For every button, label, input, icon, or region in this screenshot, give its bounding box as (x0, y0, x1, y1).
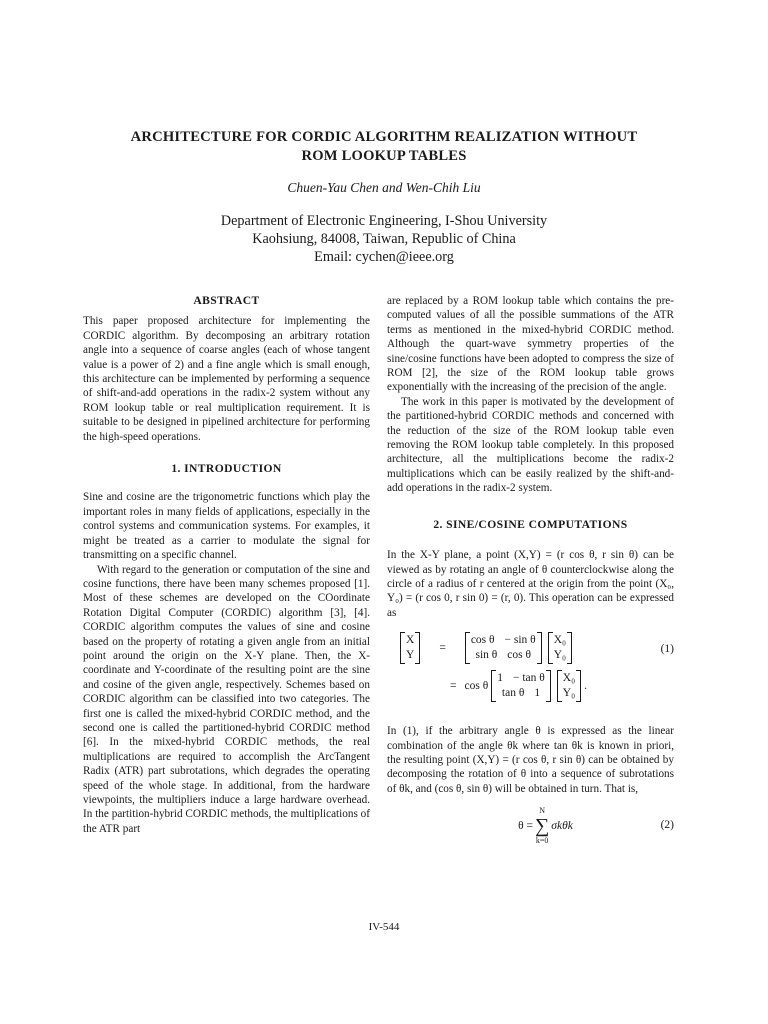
eq1-number: (1) (660, 643, 674, 656)
eq2-number: (2) (660, 819, 674, 832)
intro-paragraph-1: Sine and cosine are the trigonometric functions which play the important roles in many fields of applications, especially in the control systems and communication systems. For examples, it might be treated as a carrier to modulate the signal for transmitting on a specific channel. (83, 491, 370, 562)
intro-paragraph-2: With regard to the generation or computation of the sine and cosine functions, there have been many schemes proposed [1]. Most of these schemes are developed on the COordinate Rotation Digital Computer (CORDIC) algorithm [3], [4]. CORDIC algorithm computes the values of sine and cosine based on the property of rotating a given angle from an initial point around the origin on the X-Y plane. Then, the X-coordinate and Y-coordinate of the resulting point are the sine and cosine of the given angle, respectively. Schemes based on CORDIC algorithm can be classified into two categories. The first one is called the mixed-hybrid CORDIC method, and the second one is called the partitioned-hybrid CORDIC method [6]. In the mixed-hybrid CORDIC methods, the real multiplications are required to accomplish the ArcTangent Radix (ATR) part subrotations, which degrades the operating speed of the whole stage. In additional, from the hardware viewpoints, the multipliers induce a large hardware overhead. In the partition-hybrid CORDIC methods, the multiplications of the ATR part (83, 563, 370, 835)
eq1-rotation-matrix: cos θ − sin θ sin θ cos θ (465, 632, 542, 664)
eq1-lhs-vector: X Y (400, 632, 420, 664)
equation-1: X Y = cos θ − sin θ sin θ cos θ X₀ Y₀ = cos θ 1 − tan θ tan θ 1 X₀ Y₀ . (1) (387, 632, 674, 702)
right-column (387, 294, 674, 846)
affiliation-address: Kaohsiung, 84008, Taiwan, Republic of China (252, 231, 516, 247)
intro-paragraph-3: are replaced by a ROM lookup table which contains the pre-computed values of all the possible summations of the ATR terms as mentioned in the mixed-hybrid CORDIC method. Although the quart-wave symmetry properties of the sine/cosine functions have been adopted to compress the size of ROM [2], the size of the ROM lookup table grows exponentially with the increasing of the precision of the angle. (387, 295, 674, 394)
affiliation-department: Department of Electronic Engineering, I-Shou University (220, 213, 548, 229)
eq1-tangent-matrix: 1 − tan θ tan θ 1 (491, 670, 551, 702)
abstract-text: This paper proposed architecture for implementing the CORDIC algorithm. By decomposing an arbitrary rotation angle into a sequence of coarse angles (each of whose tangent value is a power of 2) and a fine angle which is small enough, this architecture can be implemented by performing a sequence of shift-and-add operations in the radix-2 system without any ROM lookup table or real multiplication requirement. It is suitable to be designed in pipelined architecture for performing the high-speed operations. (83, 315, 370, 443)
affiliation-email: Email: cychen@ieee.org (314, 249, 454, 265)
equation-2: θ = N ∑ k=0 σkθk (2) (518, 806, 674, 846)
affiliation (60, 212, 708, 266)
sine-cosine-heading: 2. SINE/COSINE COMPUTATIONS (433, 517, 628, 531)
left-column (83, 294, 370, 836)
eq1-initial-vector: X₀ Y₀ (548, 632, 572, 664)
intro-heading: 1. INTRODUCTION (171, 462, 282, 476)
summation-symbol: N ∑ k=0 (535, 806, 550, 846)
intro-paragraph-4: The work in this paper is motivated by the development of the partitioned-hybrid CORDIC methods and concerned with the reduction of the size of the ROM lookup table even removing the ROM lookup table completely. In this proposed architecture, all the multiplications become the radix-2 multiplications which can be easily realized by the shift-and-add operations in the radix-2 system. (387, 395, 674, 495)
sine-paragraph-2: In (1), if the arbitrary angle θ is expressed as the linear combination of the angle θk where tan θk is known in priori, the resulting point (X,Y) = (r cos θ, r sin θ) can be obtained by decomposing the rotation of θ into a sequence of subrotations of θk, and (cos θ, sin θ) will be obtained in turn. That is, (387, 725, 674, 795)
abstract-heading: ABSTRACT (193, 294, 260, 307)
authors: Chuen-Yau Chen and Wen-Chih Liu (287, 180, 481, 195)
page-number: IV-544 (368, 921, 400, 933)
paper-title: ARCHITECTURE FOR CORDIC ALGORITHM REALIZATION WITHOUT ROM LOOKUP TABLES (130, 129, 638, 164)
eq1-initial-vector-2: X₀ Y₀ (557, 670, 581, 702)
sine-paragraph-1: In the X-Y plane, a point (X,Y) = (r cos θ, r sin θ) can be viewed as by rotating an angle of θ counterclockwise along the circle of a radius of r centered at the origin from the point (X₀, Y₀) = (r cos 0, r sin 0) = (r, 0). This operation can be expressed as (387, 549, 674, 619)
